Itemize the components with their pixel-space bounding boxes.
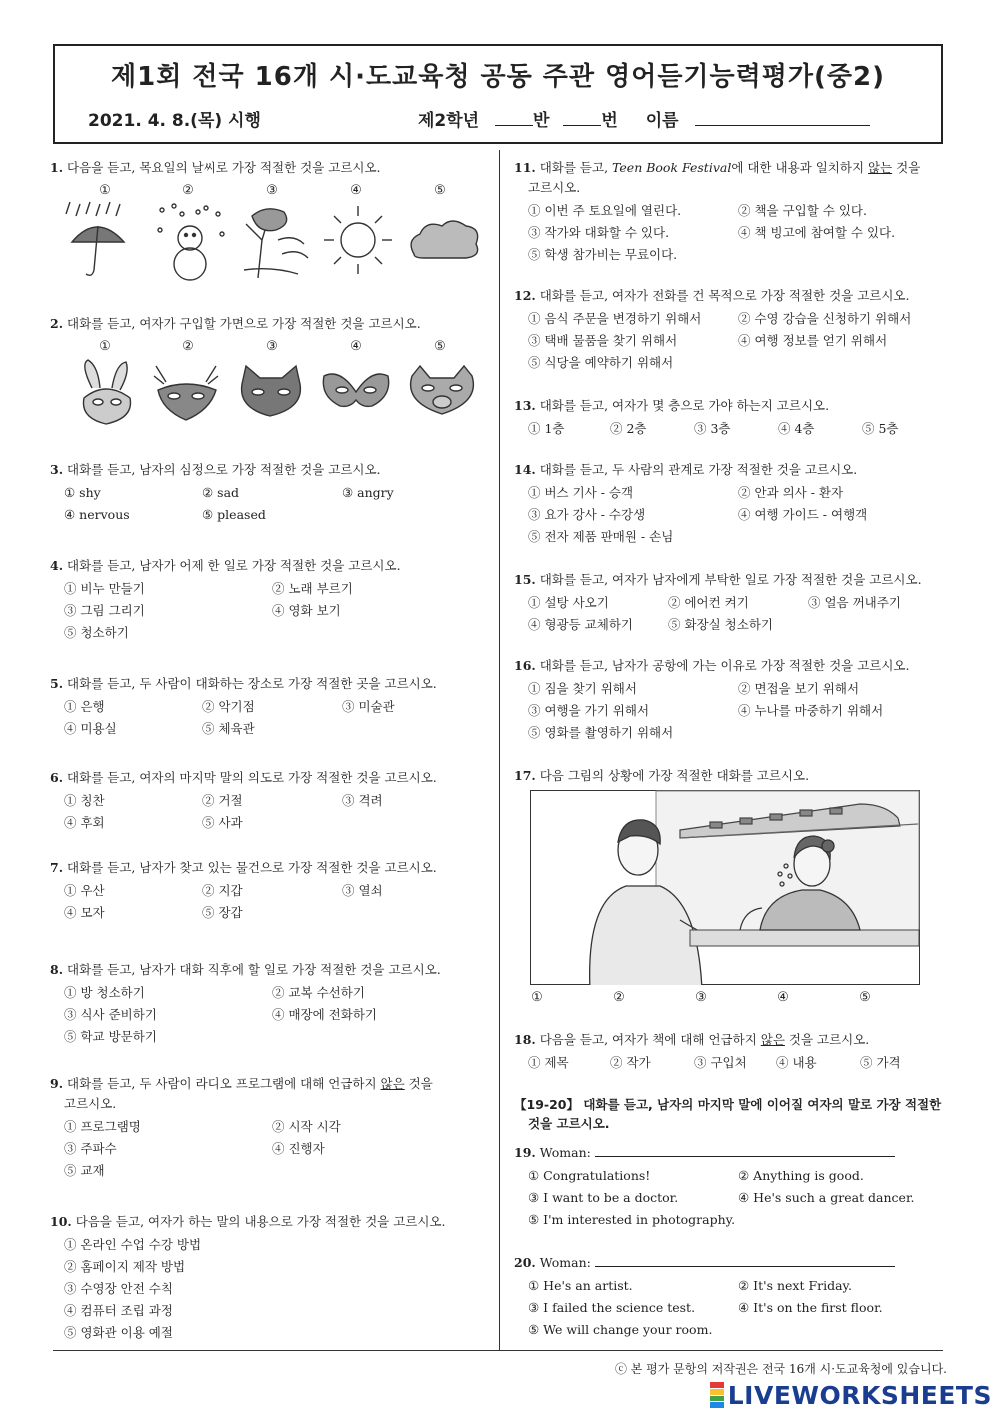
option-2[interactable]: ② Anything is good.	[738, 1168, 864, 1183]
options	[50, 878, 490, 922]
option-1[interactable]: ① 짐을 찾기 위해서	[528, 681, 637, 696]
question-20	[514, 1252, 954, 1339]
option-2[interactable]: ② 거절	[202, 793, 243, 808]
options	[514, 1163, 954, 1229]
choice-4[interactable]: ④	[350, 183, 362, 198]
option-4[interactable]: ④ 누나를 마중하기 위해서	[738, 703, 884, 718]
question-15	[514, 570, 954, 634]
question-number: 5.	[50, 676, 64, 691]
name-label: 이름	[645, 111, 679, 131]
option-2[interactable]: ② 에어컨 켜기	[668, 595, 749, 610]
question-number: 7.	[50, 860, 64, 875]
speaker-label: Woman:	[539, 1255, 591, 1270]
option-3[interactable]: ③ 식사 준비하기	[64, 1007, 157, 1022]
question-text: 대화를 듣고, 남자가 어제 한 일로 가장 적절한 것을 고르시오.	[67, 558, 401, 573]
option-5[interactable]: ⑤ 가격	[860, 1055, 901, 1070]
option-4[interactable]: ④ 여행 정보를 얻기 위해서	[738, 333, 888, 348]
group-instruction-line1: 【19-20】 대화를 듣고, 남자의 마지막 말에 이어질 여자의 말로 가장 적절한	[514, 1097, 942, 1112]
question-19	[514, 1142, 954, 1229]
question-8	[50, 960, 490, 1046]
option-4[interactable]: ④ 모자	[64, 905, 105, 920]
option-3[interactable]: ③ 주파수	[64, 1141, 117, 1156]
option-5[interactable]: ⑤ 영화를 촬영하기 위해서	[528, 725, 674, 740]
festival-name: Teen Book Festival	[612, 160, 732, 175]
question-text-cont: 것을	[404, 1076, 433, 1091]
question-12	[514, 286, 954, 372]
class-suffix: 반	[533, 111, 550, 131]
choice-2[interactable]: ②	[613, 990, 625, 1005]
options	[50, 480, 490, 524]
option-1[interactable]: ① 칭찬	[64, 793, 105, 808]
option-1[interactable]: ① 이번 주 토요일에 열린다.	[528, 203, 682, 218]
underlined-word: 않은	[760, 1032, 785, 1047]
exam-title: 제1회 전국 16개 시·도교육청 공동 주관 영어듣기능력평가(중2)	[111, 62, 885, 92]
question-text: 대화를 듣고, 여자의 마지막 말의 의도로 가장 적절한 것을 고르시오.	[67, 770, 437, 785]
question-16	[514, 656, 954, 742]
option-1[interactable]: ① 온라인 수업 수강 방법	[64, 1237, 202, 1252]
question-text: 대화를 듣고, 남자가 대화 직후에 할 일로 가장 적절한 것을 고르시오.	[67, 962, 441, 977]
option-5[interactable]: ⑤ We will change your room.	[528, 1322, 713, 1337]
question-text-line2: 고르시오.	[64, 1096, 117, 1111]
option-3[interactable]: ③ I failed the science test.	[528, 1300, 696, 1315]
option-5[interactable]: ⑤ 장갑	[202, 905, 243, 920]
option-2[interactable]: ② sad	[202, 485, 240, 500]
choice-4[interactable]: ④	[350, 339, 362, 354]
option-5[interactable]: ⑤ 사과	[202, 815, 243, 830]
windy-tree-icon	[244, 209, 308, 278]
option-2[interactable]: ② 교복 수선하기	[272, 985, 365, 1000]
option-5[interactable]: ⑤ 학교 방문하기	[64, 1029, 157, 1044]
option-1[interactable]: ① 1층	[528, 421, 565, 436]
option-5[interactable]: ⑤ 영화관 이용 예절	[64, 1325, 173, 1340]
bottom-rule	[53, 1350, 943, 1351]
options	[514, 590, 954, 634]
option-4[interactable]: ④ 내용	[776, 1055, 817, 1070]
question-text-line2: 고르시오.	[528, 180, 581, 195]
question-14	[514, 460, 954, 546]
option-4[interactable]: ④ 컴퓨터 조립 과정	[64, 1303, 173, 1318]
option-1[interactable]: ① 설탕 사오기	[528, 595, 609, 610]
question-number: 15.	[514, 572, 536, 587]
exam-header	[53, 44, 943, 144]
option-3[interactable]: ③ 미술관	[342, 699, 395, 714]
pig-mask-icon	[411, 366, 474, 414]
option-4[interactable]: ④ He's such a great dancer.	[738, 1190, 915, 1205]
question-18	[514, 1030, 954, 1072]
question-number: 1.	[50, 160, 64, 175]
question-3	[50, 460, 490, 524]
option-4[interactable]: ④ 영화 보기	[272, 603, 341, 618]
question-9	[50, 1074, 490, 1180]
question-text: 다음을 듣고, 목요일의 날씨로 가장 적절한 것을 고르시오.	[67, 160, 381, 175]
name-field[interactable]	[695, 109, 870, 126]
grade-label: 제2학년	[418, 111, 480, 131]
options	[50, 576, 490, 642]
column-divider	[499, 150, 500, 1350]
rabbit-mask-icon	[83, 360, 130, 424]
choice-3[interactable]: ③	[266, 183, 278, 198]
question-text: 대화를 듣고,	[539, 160, 613, 175]
option-1[interactable]: ① 방 청소하기	[64, 985, 145, 1000]
question-number: 8.	[50, 962, 64, 977]
choice-2[interactable]: ②	[182, 339, 194, 354]
question-text-cont: 것을 고르시오.	[784, 1032, 870, 1047]
option-3[interactable]: ③ 구입처	[694, 1055, 747, 1070]
question-text-end: 것을	[892, 160, 921, 175]
question-text: 다음을 듣고, 여자가 책에 대해 언급하지	[539, 1032, 761, 1047]
option-2[interactable]: ② 악기점	[202, 699, 255, 714]
logo-text: LIVEWORKSHEETS	[727, 1380, 992, 1410]
option-5[interactable]: ⑤ I'm interested in photography.	[528, 1212, 736, 1227]
options	[514, 1050, 954, 1072]
question-text: 대화를 듣고, 두 사람이 라디오 프로그램에 대해 언급하지	[67, 1076, 381, 1091]
question-number: 11.	[514, 160, 536, 175]
option-3[interactable]: ③ 그림 그리기	[64, 603, 145, 618]
underlined-word: 않은	[380, 1076, 405, 1091]
options	[50, 788, 490, 832]
question-number: 14.	[514, 462, 536, 477]
option-2[interactable]: ② It's next Friday.	[738, 1278, 852, 1293]
option-5[interactable]: ⑤ 교재	[64, 1163, 105, 1178]
option-2[interactable]: ② 지갑	[202, 883, 243, 898]
question-text: 대화를 듣고, 남자의 심정으로 가장 적절한 것을 고르시오.	[67, 462, 381, 477]
option-3[interactable]: ③ 택배 물품을 찾기 위해서	[528, 333, 678, 348]
train-ticket-counter-picture	[530, 790, 920, 985]
option-3[interactable]: ③ 얼음 꺼내주기	[808, 595, 901, 610]
choice-1[interactable]: ①	[99, 183, 111, 198]
option-1[interactable]: ① He's an artist.	[528, 1278, 633, 1293]
option-4[interactable]: ④ 미용실	[64, 721, 117, 736]
option-5[interactable]: ⑤ pleased	[202, 507, 266, 522]
option-5[interactable]: ⑤ 5층	[862, 421, 899, 436]
question-number: 10.	[50, 1214, 72, 1229]
weather-pictures	[62, 200, 492, 282]
option-1[interactable]: ① 버스 기사 - 승객	[528, 485, 634, 500]
option-5[interactable]: ⑤ 식당을 예약하기 위해서	[528, 355, 674, 370]
number-suffix: 번	[601, 111, 618, 131]
answer-blank[interactable]	[595, 1252, 895, 1267]
option-1[interactable]: ① 우산	[64, 883, 105, 898]
question-4	[50, 556, 490, 642]
choice-2[interactable]: ②	[182, 183, 194, 198]
question-10	[50, 1212, 490, 1344]
answer-blank[interactable]	[595, 1142, 895, 1157]
options	[514, 676, 954, 742]
option-4[interactable]: ④ 여행 가이드 - 여행객	[738, 507, 868, 522]
question-text: 다음 그림의 상황에 가장 적절한 대화를 고르시오.	[539, 768, 810, 783]
choice-3[interactable]: ③	[266, 339, 278, 354]
question-7	[50, 858, 490, 922]
option-1[interactable]: ① shy	[64, 485, 101, 500]
question-number: 16.	[514, 658, 536, 673]
question-number: 18.	[514, 1032, 536, 1047]
question-text: 대화를 듣고, 남자가 찾고 있는 물건으로 가장 적절한 것을 고르시오.	[67, 860, 437, 875]
question-1	[50, 158, 490, 178]
option-2[interactable]: ② 작가	[610, 1055, 651, 1070]
question-number: 17.	[514, 768, 536, 783]
question-text: 대화를 듣고, 두 사람의 관계로 가장 적절한 것을 고르시오.	[539, 462, 858, 477]
option-5[interactable]: ⑤ 학생 참가비는 무료이다.	[528, 247, 678, 262]
choice-5[interactable]: ⑤	[434, 183, 446, 198]
speaker-label: Woman:	[539, 1145, 591, 1160]
question-11	[514, 158, 954, 264]
option-1[interactable]: ① 제목	[528, 1055, 569, 1070]
options	[50, 694, 490, 738]
option-3[interactable]: ③ 요가 강사 - 수강생	[528, 507, 646, 522]
choice-1[interactable]: ①	[531, 990, 543, 1005]
sun-icon	[324, 206, 392, 274]
liveworksheets-logo[interactable]	[710, 1380, 992, 1410]
option-5[interactable]: ⑤ 전자 제품 판매원 - 손님	[528, 529, 674, 544]
option-4[interactable]: ④ It's on the first floor.	[738, 1300, 883, 1315]
group-instruction	[514, 1095, 941, 1133]
option-2[interactable]: ② 시작 시각	[272, 1119, 341, 1134]
option-2[interactable]: ② 면접을 보기 위해서	[738, 681, 860, 696]
choice-5[interactable]: ⑤	[859, 990, 871, 1005]
option-3[interactable]: ③ 격려	[342, 793, 383, 808]
question-number: 2.	[50, 316, 64, 331]
option-3[interactable]: ③ 3층	[694, 421, 731, 436]
option-3[interactable]: ③ 여행을 가기 위해서	[528, 703, 650, 718]
logo-mark-icon	[710, 1382, 724, 1408]
class-field[interactable]	[495, 109, 533, 126]
group-instruction-line2: 것을 고르시오.	[528, 1116, 610, 1131]
option-3[interactable]: ③ 수영장 안전 수칙	[64, 1281, 173, 1296]
question-text: 대화를 듣고, 여자가 전화를 건 목적으로 가장 적절한 것을 고르시오.	[539, 288, 910, 303]
question-text: 대화를 듣고, 남자가 공항에 가는 이유로 가장 적절한 것을 고르시오.	[539, 658, 910, 673]
copyright-notice: ⓒ 본 평가 문항의 저작권은 전국 16개 시·도교육청에 있습니다.	[614, 1362, 947, 1376]
choice-1[interactable]: ①	[99, 339, 111, 354]
question-text: 다음을 듣고, 여자가 하는 말의 내용으로 가장 적절한 것을 고르시오.	[75, 1214, 446, 1229]
question-number: 12.	[514, 288, 536, 303]
question-text: 대화를 듣고, 여자가 남자에게 부탁한 일로 가장 적절한 것을 고르시오.	[539, 572, 922, 587]
option-4[interactable]: ④ 진행자	[272, 1141, 325, 1156]
question-17	[514, 766, 954, 786]
option-1[interactable]: ① 음식 주문을 변경하기 위해서	[528, 311, 702, 326]
question-number: 9.	[50, 1076, 64, 1091]
option-4[interactable]: ④ 후회	[64, 815, 105, 830]
choice-3[interactable]: ③	[695, 990, 707, 1005]
question-number: 13.	[514, 398, 536, 413]
number-field[interactable]	[563, 109, 601, 126]
question-13	[514, 396, 954, 438]
exam-date: 2021. 4. 8.(목) 시행	[88, 111, 261, 131]
option-1[interactable]: ① 비누 만들기	[64, 581, 145, 596]
option-5[interactable]: ⑤ 체육관	[202, 721, 255, 736]
options	[514, 416, 954, 438]
option-2[interactable]: ② 책을 구입할 수 있다.	[738, 203, 867, 218]
option-3[interactable]: ③ 작가와 대화할 수 있다.	[528, 225, 670, 240]
question-number: 3.	[50, 462, 64, 477]
question-number: 19.	[514, 1145, 536, 1160]
option-4[interactable]: ④ 매장에 전화하기	[272, 1007, 377, 1022]
underlined-word: 않는	[868, 160, 893, 175]
mask-pictures	[70, 358, 490, 430]
option-3[interactable]: ③ I want to be a doctor.	[528, 1190, 679, 1205]
option-2[interactable]: ② 2층	[610, 421, 647, 436]
option-2[interactable]: ② 홈페이지 제작 방법	[64, 1259, 186, 1274]
option-1[interactable]: ① 은행	[64, 699, 105, 714]
choice-5[interactable]: ⑤	[434, 339, 446, 354]
option-5[interactable]: ⑤ 청소하기	[64, 625, 129, 640]
option-4[interactable]: ④ 4층	[778, 421, 815, 436]
option-5[interactable]: ⑤ 화장실 청소하기	[668, 617, 773, 632]
question-text: 대화를 듣고, 여자가 몇 층으로 가야 하는지 고르시오.	[539, 398, 830, 413]
options	[50, 1114, 490, 1180]
option-4[interactable]: ④ 형광등 교체하기	[528, 617, 633, 632]
option-2[interactable]: ② 노래 부르기	[272, 581, 353, 596]
choice-4[interactable]: ④	[777, 990, 789, 1005]
options	[50, 1232, 490, 1344]
option-1[interactable]: ① 프로그램명	[64, 1119, 141, 1134]
question-text: 대화를 듣고, 두 사람이 대화하는 장소로 가장 적절한 곳을 고르시오.	[67, 676, 437, 691]
question-5	[50, 674, 490, 738]
question-6	[50, 768, 490, 832]
options	[514, 1273, 954, 1339]
rain-umbrella-icon	[66, 202, 124, 275]
cat-mask-icon	[242, 366, 301, 416]
question-text: 대화를 듣고, 여자가 구입할 가면으로 가장 적절한 것을 고르시오.	[67, 316, 421, 331]
options	[514, 480, 954, 546]
student-info	[418, 106, 870, 131]
question-text-cont: 에 대한 내용과 일치하지	[731, 160, 868, 175]
option-3[interactable]: ③ 열쇠	[342, 883, 383, 898]
option-4[interactable]: ④ nervous	[64, 507, 130, 522]
options	[514, 198, 954, 264]
option-2[interactable]: ② 안과 의사 - 환자	[738, 485, 844, 500]
option-1[interactable]: ① Congratulations!	[528, 1168, 651, 1183]
deer-mask-icon	[154, 366, 218, 420]
option-4[interactable]: ④ 책 빙고에 참여할 수 있다.	[738, 225, 896, 240]
options	[50, 980, 490, 1046]
cloud-icon	[411, 221, 478, 258]
option-2[interactable]: ② 수영 강습을 신청하기 위해서	[738, 311, 912, 326]
question-number: 6.	[50, 770, 64, 785]
options	[514, 306, 954, 372]
snowman-icon	[158, 204, 224, 280]
question-number: 4.	[50, 558, 64, 573]
question-2	[50, 314, 490, 334]
question-number: 20.	[514, 1255, 536, 1270]
butterfly-mask-icon	[323, 374, 388, 406]
option-3[interactable]: ③ angry	[342, 485, 394, 500]
